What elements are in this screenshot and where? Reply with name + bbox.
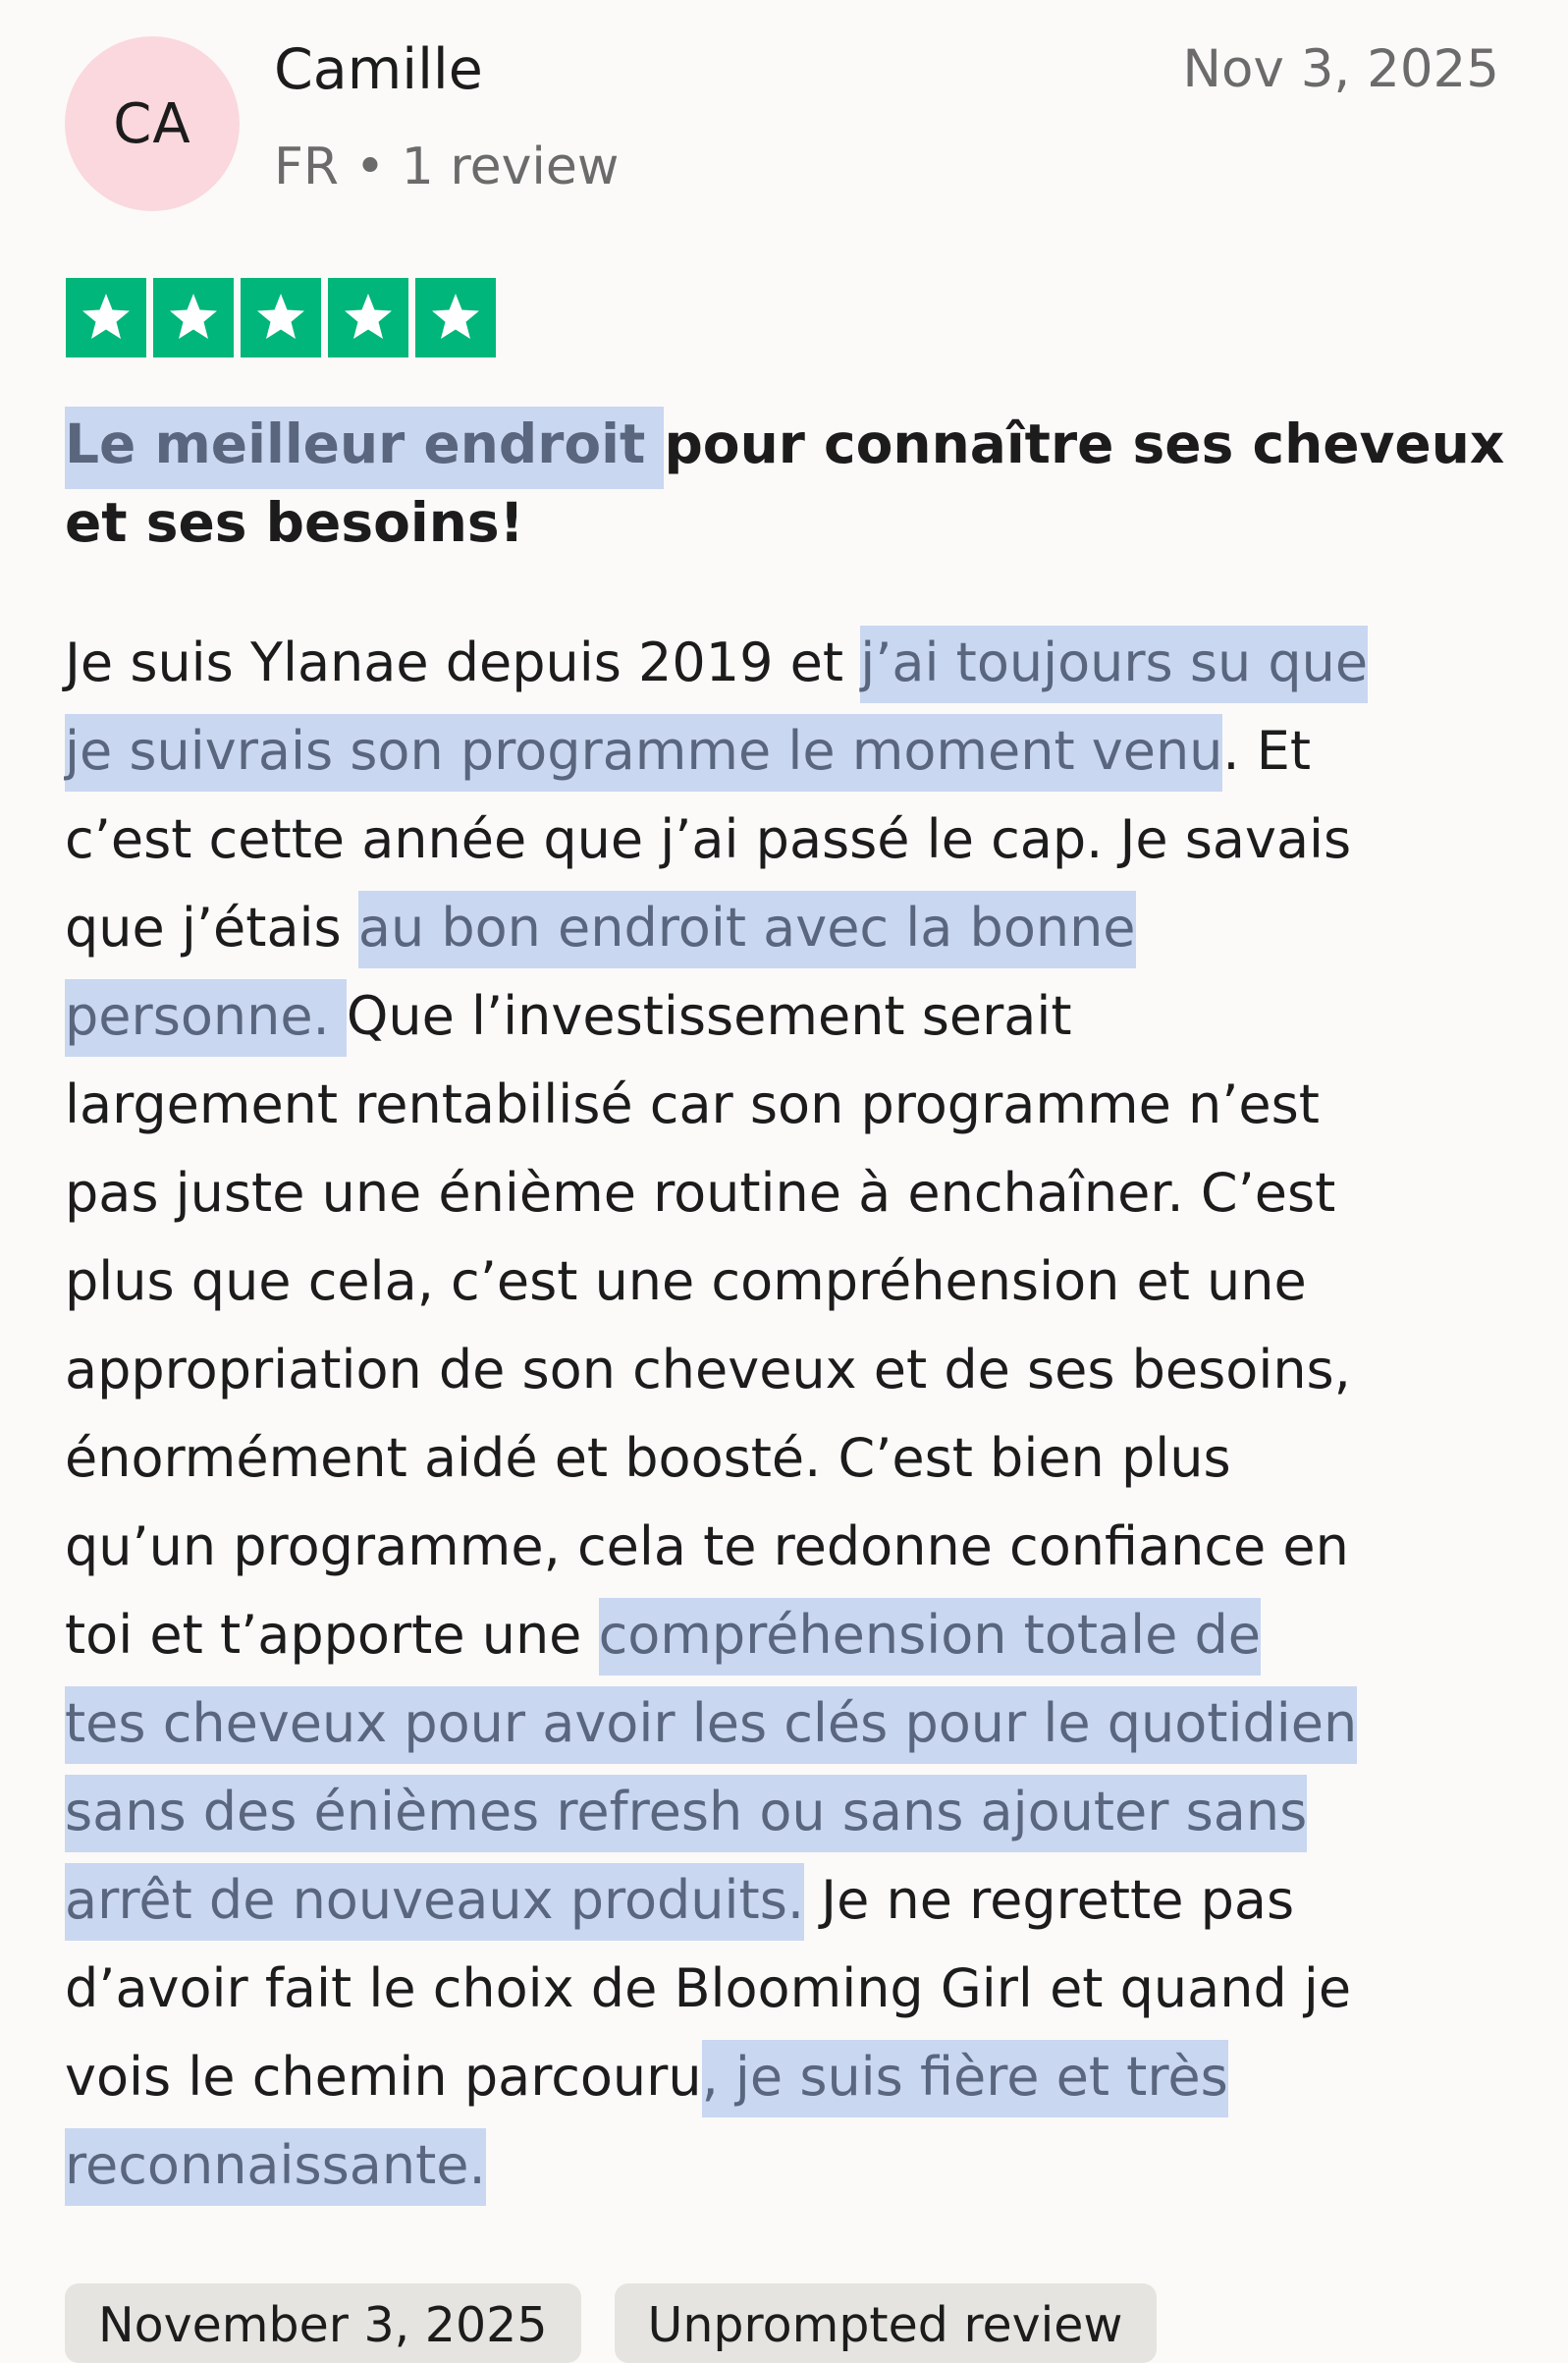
body-line (65, 1326, 1528, 1414)
body-line (65, 1503, 1528, 1591)
body-line (65, 2121, 1528, 2210)
text-segment: pour connaître ses cheveux (664, 412, 1505, 475)
star-icon (66, 278, 146, 357)
text-segment: énormément aidé et boosté. C’est bien plus (65, 1427, 1231, 1489)
highlighted-text: j’ai toujours su que (860, 626, 1368, 703)
highlighted-text: Le meilleur endroit (65, 407, 664, 489)
highlighted-text: au bon endroit avec la bonne (358, 891, 1136, 968)
review-body (65, 619, 1528, 2210)
text-segment: Que l’investissement serait (346, 985, 1072, 1047)
body-line (65, 1856, 1528, 1945)
highlighted-text: personne. (65, 979, 347, 1057)
unprompted-review-tag[interactable]: Unprompted review (615, 2283, 1157, 2363)
text-segment: plus que cela, c’est une compréhension et une (65, 1250, 1307, 1312)
text-segment: Je ne regrette pas (804, 1869, 1295, 1931)
highlighted-text: sans des énièmes refresh ou sans ajouter sans (65, 1775, 1307, 1852)
body-line (65, 1149, 1528, 1237)
avatar[interactable] (65, 36, 240, 211)
body-line (65, 1768, 1528, 1856)
text-segment: largement rentabilisé car son programme n’est (65, 1073, 1320, 1135)
reviewer-meta: FR • 1 review (274, 137, 620, 196)
highlighted-text: arrêt de nouveaux produits. (65, 1863, 804, 1941)
title-line (65, 405, 1518, 483)
text-segment: que j’étais (65, 897, 358, 959)
highlighted-text: tes cheveux pour avoir les clés pour le quotidien (65, 1686, 1357, 1764)
highlighted-text: reconnaissante. (65, 2128, 486, 2206)
star-icon (153, 278, 234, 357)
body-line (65, 1237, 1528, 1326)
body-line (65, 796, 1528, 884)
title-line (65, 483, 1518, 562)
body-line (65, 972, 1528, 1061)
body-line (65, 1945, 1528, 2033)
text-segment: et ses besoins! (65, 491, 524, 554)
highlighted-text: compréhension totale de (599, 1598, 1261, 1676)
body-line (65, 2033, 1528, 2121)
body-line (65, 884, 1528, 972)
highlighted-text: je suivrais son programme le moment venu (65, 714, 1222, 792)
text-segment: d’avoir fait le choix de Blooming Girl et quand je (65, 1957, 1352, 2019)
star-icon (415, 278, 496, 357)
text-segment: toi et t’apporte une (65, 1604, 599, 1666)
text-segment: vois le chemin parcouru (65, 2046, 702, 2108)
star-icon (328, 278, 408, 357)
review-title (65, 405, 1518, 562)
body-line (65, 1679, 1528, 1768)
text-segment: c’est cette année que j’ai passé le cap. Je savais (65, 808, 1352, 870)
highlighted-text: , je suis fière et très (702, 2040, 1228, 2117)
star-rating (66, 278, 496, 357)
body-line (65, 1414, 1528, 1503)
star-icon (241, 278, 321, 357)
body-line (65, 1061, 1528, 1149)
text-segment: pas juste une énième routine à enchaîner. C’est (65, 1162, 1336, 1224)
date-tag: November 3, 2025 (65, 2283, 581, 2363)
text-segment: . Et (1222, 720, 1312, 782)
text-segment: appropriation de son cheveux et de ses besoins, (65, 1339, 1351, 1401)
body-line (65, 707, 1528, 796)
avatar-initials: CA (113, 91, 191, 156)
review-date: Nov 3, 2025 (1182, 39, 1499, 99)
body-line (65, 1591, 1528, 1679)
text-segment: Je suis Ylanae depuis 2019 et (65, 632, 861, 693)
text-segment: qu’un programme, cela te redonne confiance en (65, 1515, 1349, 1577)
review-tags (65, 2283, 1157, 2363)
reviewer-name[interactable]: Camille (274, 37, 483, 102)
body-line (65, 619, 1528, 707)
